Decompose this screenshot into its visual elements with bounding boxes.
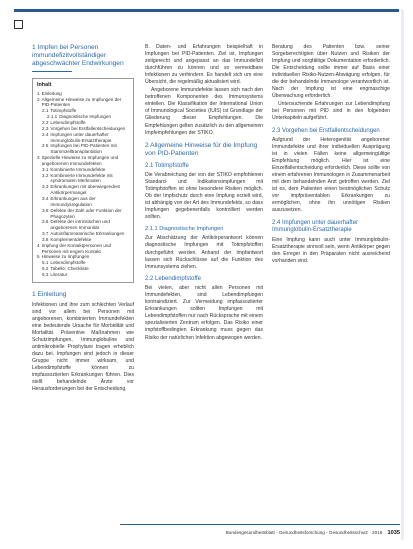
- toc-item-label: Impfung der Kontaktpersonen und Personen mit engem Kontakt: [41, 242, 112, 254]
- toc-item-label: Komplementdefekte: [50, 236, 92, 242]
- toc-item-number: 3: [37, 155, 40, 161]
- toc-item[interactable]: [37, 143, 129, 155]
- toc-item-number: 5.2: [42, 266, 49, 272]
- toc-item[interactable]: [37, 132, 129, 144]
- toc-item-label: Lebendimpfstoffe: [50, 260, 86, 266]
- subsection-2-1-1-text: Zur Abschätzung der Antikörperantwort können diagnostische Impfungen mit Totimpfstoffen durchgeführt werden. Anhand der Impfantwort lassen sich Rückschlüsse auf die Funktion des Immunsystems ziehen.: [145, 235, 263, 270]
- toc-item-number: 5.3: [42, 271, 49, 277]
- toc-item[interactable]: [37, 196, 129, 208]
- subsection-2-1-title: 2.1 Totimpfstoffe: [145, 162, 189, 169]
- toc-item-label: Vorgehen bei Erstfallentscheidungen: [50, 125, 126, 131]
- title-underline: [32, 71, 72, 72]
- toc-item-number: 3.1: [42, 166, 49, 172]
- right-paragraph-2: Untersuchende Erfahrungen zur Lebendimpfung bei Personen mit PID sind in den folgenden Unterkapiteln aufgeführt.: [272, 101, 390, 122]
- toc-item-number: 3.7: [42, 231, 49, 237]
- subsection-2-1-text: Die Verabreichung der von der STIKO empfohlenen Standard- und Indikationsimpfungen mit Totimpfstoffen ist ohne besondere Risiken möglich. Ob der Impfschutz durch eine Impfung erzielt wird, ist abhängig von der Art des Immundefekts, so dass Impfungen gegebenenfalls kontrolliert werden sollten.: [145, 172, 263, 221]
- toc-item-number: 2: [37, 96, 40, 102]
- toc-item-number: 3.3: [42, 184, 49, 190]
- right-paragraph-1: Beratung des Patienten bzw. seiner Sorgeberechtigten über Nutzen und Risiken der Impfung und sorgfältige Dokumentation erforderlich. Die Entscheidung sollte immer auf Basis einer individuellen Risiko-Nutzen-Abwägung erfolgen, für die der behandelnde Immunologe verantwortlich ist. Nach der Impfung ist eine engmaschige Überwachung erforderlich.: [272, 44, 390, 100]
- toc-item[interactable]: [37, 219, 129, 231]
- toc-item-label: Allgemeine Hinweise zu Impfungen der PID-Patienten: [41, 96, 122, 108]
- toc-item[interactable]: [37, 173, 129, 185]
- toc-item-number: 3.5: [42, 207, 49, 213]
- toc-item-label: Totimpfstoffe: [50, 108, 77, 114]
- toc-item-label: Literatur: [50, 271, 68, 277]
- toc-item-label: Tabelle, Checkliste: [50, 266, 89, 272]
- checkbox-marker: [14, 20, 23, 29]
- toc-item-label: Erkrankungen mit überwiegendem Antikörpermangel: [50, 184, 121, 196]
- toc-item-label: Impfungen unter dauerhafter Immunglobulin-Ersatztherapie: [50, 131, 112, 143]
- toc-item[interactable]: [37, 155, 129, 167]
- subsection-2-4-title: 2.4 Impfungen unter dauerhafter Immunglobulin-Ersatztherapie: [272, 219, 359, 234]
- toc-item-number: 2.4: [42, 131, 49, 137]
- header-rule: [14, 9, 399, 12]
- toc-item-label: Hinweise zu Impfungen: [41, 254, 90, 260]
- toc-item-number: 2.1: [42, 108, 49, 114]
- toc-item-label: Erkrankungen aus der Immundysregulation: [50, 195, 96, 207]
- toc-item-number: 2.3: [42, 125, 49, 131]
- toc-item-label: Diagnostische Impfungen: [59, 114, 112, 120]
- subsection-2-2-text: Bei vielen, aber nicht allen Personen mit Immundefekten, sind Lebendimpfungen kontraindiziert. Zur Vermeidung impfassoziierter Erkrankungen sollten Impfungen mit Lebendimpfstoffen nur nach Rücksprache mit einem spezialisierten Zentrum erfolgen. Das Risiko einer impfstoffbedingten Erkrankung muss gegen das Risiko der natürlichen Infektion abgewogen werden.: [145, 285, 263, 341]
- left-column: [32, 44, 134, 394]
- toc-item-number: 3.8: [42, 236, 49, 242]
- toc-item-label: Defekte der intrinsischen und angeborenen Immunität: [50, 219, 110, 231]
- toc-item[interactable]: [37, 243, 129, 255]
- subsection-2-2-title: 2.2 Lebendimpfstoffe: [145, 275, 201, 282]
- toc-heading: Inhalt: [37, 81, 52, 88]
- toc-list: [37, 91, 129, 278]
- toc-item-label: Kombinierte Immundefekte: [50, 166, 106, 172]
- toc-item-label: Defekte der Zahl oder Funktion der Phagozyten: [50, 207, 122, 219]
- toc-item[interactable]: [37, 208, 129, 220]
- toc-item-number: 5: [37, 254, 40, 260]
- toc-item[interactable]: [37, 184, 129, 196]
- toc-item[interactable]: [37, 272, 129, 278]
- table-of-contents: [32, 78, 134, 283]
- toc-item-number: 5.1: [42, 260, 49, 266]
- section-2-title: 2 Allgemeine Hinweise für die Impfung von PID-Patienten: [145, 141, 258, 157]
- journal-name: Bundesgesundheitsblatt - Gesundheitsforschung - Gesundheitsschutz · 2018: [225, 530, 383, 535]
- middle-column: [145, 44, 263, 343]
- toc-item-number: 2.2: [42, 120, 49, 126]
- intro-paragraph-2: Angeborene Immundefekte lassen sich nach den betroffenen Komponenten des Immunsystems einteilen. Die Klassifikation der International Union of Immunological Societies (IUIS) ist Grundlage der Gliederung dieser Empfehlungen. Die Empfehlungen gelten zusätzlich zu den allgemeinen Impfempfehlungen der STIKO.: [145, 87, 263, 136]
- toc-item-label: Kombinierte Immundefekte mit syndromalen Merkmalen: [50, 172, 113, 184]
- toc-item-number: 2.5: [42, 143, 49, 149]
- toc-item-label: Autoinflammatorische Erkrankungen: [50, 231, 125, 237]
- subsection-2-3-text: Aufgrund der Heterogenität angeborener Immundefekte und ihrer individuellen Ausprägung ist in vielen Fällen keine allgemeingültige Empfehlung möglich. Hier ist eine Einzelfallentscheidung erforderlich. Diese sollte von einem erfahrenen Immunologen in Zusammenarbeit mit dem behandelnden Arzt getroffen werden. Ziel ist es, dem Patienten einen bestmöglichen Schutz vor impfpräventablen Erkrankungen zu ermöglichen, ohne ihn unnötigen Risiken auszusetzen.: [272, 137, 390, 214]
- right-column: [272, 44, 390, 266]
- toc-item-number: 3.4: [42, 195, 49, 201]
- toc-item-label: Spezielle Hinweise zu Impfungen und angeborenen Immundefekten: [41, 155, 119, 166]
- toc-item-number: 2.1.1: [47, 114, 58, 120]
- toc-item-number: 3.2: [42, 172, 49, 178]
- toc-item-number: 3.6: [42, 219, 49, 225]
- subsection-2-1-1-title: 2.1.1 Diagnostische Impfungen: [145, 226, 224, 233]
- subsection-2-4-text: Eine Impfung kann auch unter Immunglobulin-Ersatztherapie sinnvoll sein, wenn Antikörper gegen den Erreger in den Präparaten nicht ausreichend vorhanden sind.: [272, 236, 390, 264]
- toc-item[interactable]: [37, 97, 129, 109]
- einleitung-paragraph: Infektionen und ihre zum schlechten Verlauf sind vor allem bei Personen mit angeborenen, kombinierten Immundefekten eine bedeutende Ursache für Morbidität und Mortalität. Präventive Maßnahmen wie Schutzimpfungen, Immunglobuline und antimikrobielle Prophylaxe tragen erheblich dazu bei. Impfungen sind jedoch in dieser Gruppe nicht immer wirksam, und Lebendimpfstoffe können zu impfassoziierten Erkrankungen führen. Dies stellt behandelnde Ärzte vor Herausforderungen bei der Entscheidung.: [32, 301, 134, 393]
- toc-item-label: Lebendimpfstoffe: [50, 120, 86, 126]
- page-footer: [120, 528, 400, 538]
- einleitung-title: 1 Einleitung: [32, 290, 67, 298]
- toc-item-number: 1: [37, 90, 40, 96]
- footer-rule: [120, 524, 400, 525]
- page-number: 1035: [387, 530, 400, 536]
- intro-paragraph: B. Daten- und Erfahrungen beispielhaft in Impfungen bei PID-Patienten. Ziel ist, Impfungen zeitgerecht und angepasst an das Immundefizit durchführen zu können und so vermeidbare Infektionen zu verhindern. Es handelt sich um eine Übersicht, die regelmäßig aktualisiert wird.: [145, 44, 263, 86]
- section-1-title: 1 Impfen bei Personen immundefizitvollständiger abgeschwächter Endwirkungen: [32, 44, 124, 67]
- subsection-2-3-title: 2.3 Vorgehen bei Erstfallentscheidungen: [272, 127, 380, 134]
- toc-item-label: Einleitung: [41, 90, 62, 96]
- toc-item-number: 4: [37, 242, 40, 248]
- page-edge-strip: [401, 9, 404, 540]
- toc-item-label: Impfungen bei PID-Patienten mit Stammzelltransplantation: [50, 143, 117, 155]
